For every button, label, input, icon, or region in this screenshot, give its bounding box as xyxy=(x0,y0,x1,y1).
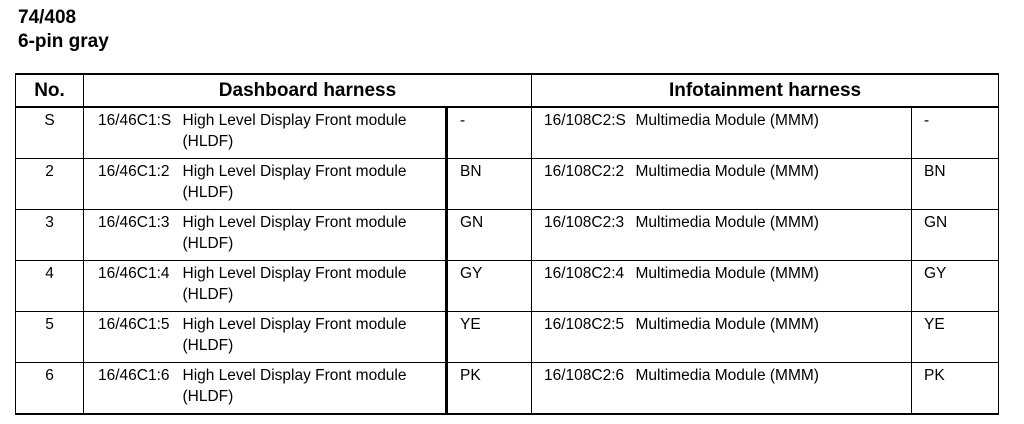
dashboard-pin: 16/46C1:2 xyxy=(84,159,183,210)
pin-number: S xyxy=(16,107,84,159)
dashboard-module: High Level Display Front module (HLDF) xyxy=(183,210,447,261)
connector-description: 6-pin gray xyxy=(18,31,109,52)
connector-code: 74/408 xyxy=(18,7,77,28)
dashboard-wire-color: YE xyxy=(447,312,532,363)
infotainment-module: Multimedia Module (MMM) xyxy=(636,107,912,159)
infotainment-pin: 16/108C2:6 xyxy=(532,363,636,415)
pin-number: 6 xyxy=(16,363,84,415)
infotainment-module: Multimedia Module (MMM) xyxy=(636,312,912,363)
infotainment-module: Multimedia Module (MMM) xyxy=(636,159,912,210)
table-row xyxy=(16,210,999,261)
infotainment-wire-color: GN xyxy=(912,210,999,261)
infotainment-wire-color: BN xyxy=(912,159,999,210)
dashboard-wire-color: PK xyxy=(447,363,532,415)
connector-heading xyxy=(18,6,109,54)
dashboard-wire-color: - xyxy=(447,107,532,159)
infotainment-wire-color: GY xyxy=(912,261,999,312)
header-infotainment-harness: Infotainment harness xyxy=(532,74,999,107)
header-no: No. xyxy=(16,74,84,107)
infotainment-pin: 16/108C2:4 xyxy=(532,261,636,312)
dashboard-module: High Level Display Front module (HLDF) xyxy=(183,312,447,363)
table-row xyxy=(16,363,999,415)
infotainment-wire-color: PK xyxy=(912,363,999,415)
infotainment-pin: 16/108C2:2 xyxy=(532,159,636,210)
table-row xyxy=(16,159,999,210)
dashboard-wire-color: GY xyxy=(447,261,532,312)
pin-number: 5 xyxy=(16,312,84,363)
dashboard-pin: 16/46C1:4 xyxy=(84,261,183,312)
infotainment-module: Multimedia Module (MMM) xyxy=(636,210,912,261)
infotainment-pin: 16/108C2:S xyxy=(532,107,636,159)
header-dashboard-harness: Dashboard harness xyxy=(84,74,532,107)
dashboard-module: High Level Display Front module (HLDF) xyxy=(183,261,447,312)
pin-number: 4 xyxy=(16,261,84,312)
dashboard-wire-color: BN xyxy=(447,159,532,210)
dashboard-module: High Level Display Front module (HLDF) xyxy=(183,107,447,159)
dashboard-pin: 16/46C1:S xyxy=(84,107,183,159)
infotainment-pin: 16/108C2:3 xyxy=(532,210,636,261)
connector-pin-table xyxy=(15,73,999,415)
dashboard-wire-color: GN xyxy=(447,210,532,261)
pin-number: 3 xyxy=(16,210,84,261)
infotainment-module: Multimedia Module (MMM) xyxy=(636,363,912,415)
infotainment-wire-color: - xyxy=(912,107,999,159)
infotainment-wire-color: YE xyxy=(912,312,999,363)
table-row xyxy=(16,312,999,363)
table-row xyxy=(16,261,999,312)
dashboard-pin: 16/46C1:3 xyxy=(84,210,183,261)
infotainment-module: Multimedia Module (MMM) xyxy=(636,261,912,312)
table-row xyxy=(16,107,999,159)
pin-number: 2 xyxy=(16,159,84,210)
dashboard-module: High Level Display Front module (HLDF) xyxy=(183,159,447,210)
dashboard-pin: 16/46C1:6 xyxy=(84,363,183,415)
dashboard-module: High Level Display Front module (HLDF) xyxy=(183,363,447,415)
infotainment-pin: 16/108C2:5 xyxy=(532,312,636,363)
table-header-row xyxy=(16,74,999,107)
dashboard-pin: 16/46C1:5 xyxy=(84,312,183,363)
